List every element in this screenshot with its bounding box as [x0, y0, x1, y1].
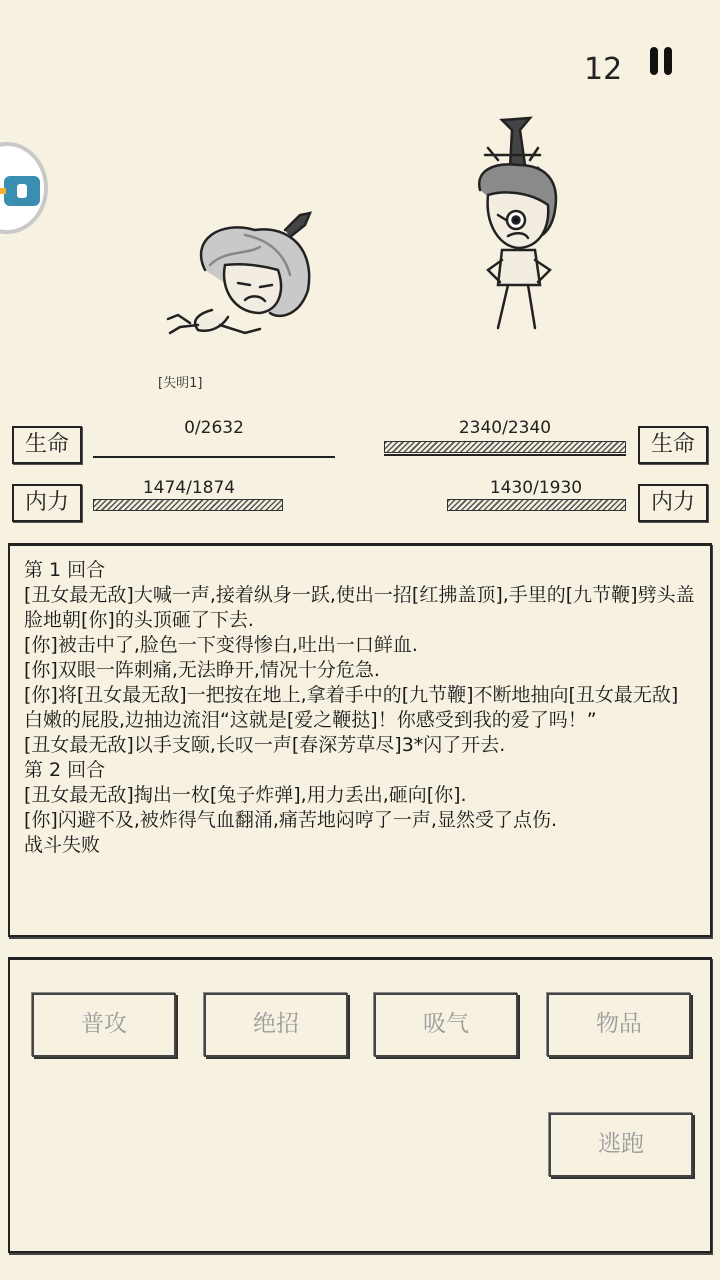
enemy-mp-label: 内力	[638, 484, 708, 522]
attack-button[interactable]: 普攻	[32, 993, 176, 1057]
log-line: [丑女最无敌]以手支颐,长叹一声[春深芳草尽]3*闪了开去.	[24, 734, 506, 756]
side-floating-badge[interactable]	[0, 142, 48, 234]
action-panel	[8, 957, 712, 1253]
log-line: 第 2 回合	[24, 759, 106, 781]
enemy-hp-bar	[384, 441, 626, 456]
enemy-mp-bar	[384, 499, 626, 512]
battle-log[interactable]	[8, 543, 712, 937]
player-status-effect: [失明1]	[158, 376, 203, 391]
pause-icon	[650, 47, 658, 75]
log-line: 第 1 回合	[24, 559, 106, 581]
player-hp-label: 生命	[12, 426, 82, 464]
breathe-button[interactable]: 吸气	[374, 993, 518, 1057]
turn-counter: 12	[584, 52, 623, 87]
player-hp-bar	[93, 456, 335, 458]
player-mp-value: 1474/1874	[142, 478, 236, 498]
log-line: [你]闪避不及,被炸得气血翻涌,痛苦地闷哼了一声,显然受了点伤.	[24, 809, 557, 831]
items-button[interactable]: 物品	[547, 993, 691, 1057]
pause-button[interactable]	[644, 44, 678, 78]
log-line: [你]双眼一阵刺痛,无法睁开,情况十分危急.	[24, 659, 380, 681]
flee-button[interactable]: 逃跑	[549, 1113, 693, 1177]
player-mp-bar	[93, 499, 335, 512]
enemy-mp-value: 1430/1930	[489, 478, 583, 498]
log-line: [你]被击中了,脸色一下变得惨白,吐出一口鲜血.	[24, 634, 418, 656]
enemy-character	[440, 110, 580, 335]
player-mp-bar-fill	[93, 499, 283, 511]
log-line: [丑女最无敌]大喊一声,接着纵身一跃,使出一招[红拂盖顶],手里的[九节鞭]劈头盖脸地朝[你]的头顶砸了下去.	[24, 584, 695, 631]
player-character	[150, 195, 330, 345]
player-mp-label: 内力	[12, 484, 82, 522]
log-line: [你]将[丑女最无敌]一把按在地上,拿着手中的[九节鞭]不断地抽向[丑女最无敌]白嫩的屁股,边抽边流泪“这就是[爱之鞭挞]！你感受到我的爱了吗！”	[24, 684, 679, 731]
enemy-hp-value: 2340/2340	[458, 418, 552, 438]
enemy-hp-label: 生命	[638, 426, 708, 464]
log-line: [丑女最无敌]掏出一枚[兔子炸弹],用力丢出,砸向[你].	[24, 784, 467, 806]
player-hp-value: 0/2632	[184, 418, 244, 438]
enemy-mp-bar-fill	[447, 499, 626, 511]
pause-icon-bar	[664, 47, 672, 75]
app-badge-icon	[4, 176, 40, 206]
log-line: 战斗失败	[24, 834, 101, 856]
enemy-hp-bar-fill	[384, 441, 626, 453]
special-move-button[interactable]: 绝招	[204, 993, 348, 1057]
